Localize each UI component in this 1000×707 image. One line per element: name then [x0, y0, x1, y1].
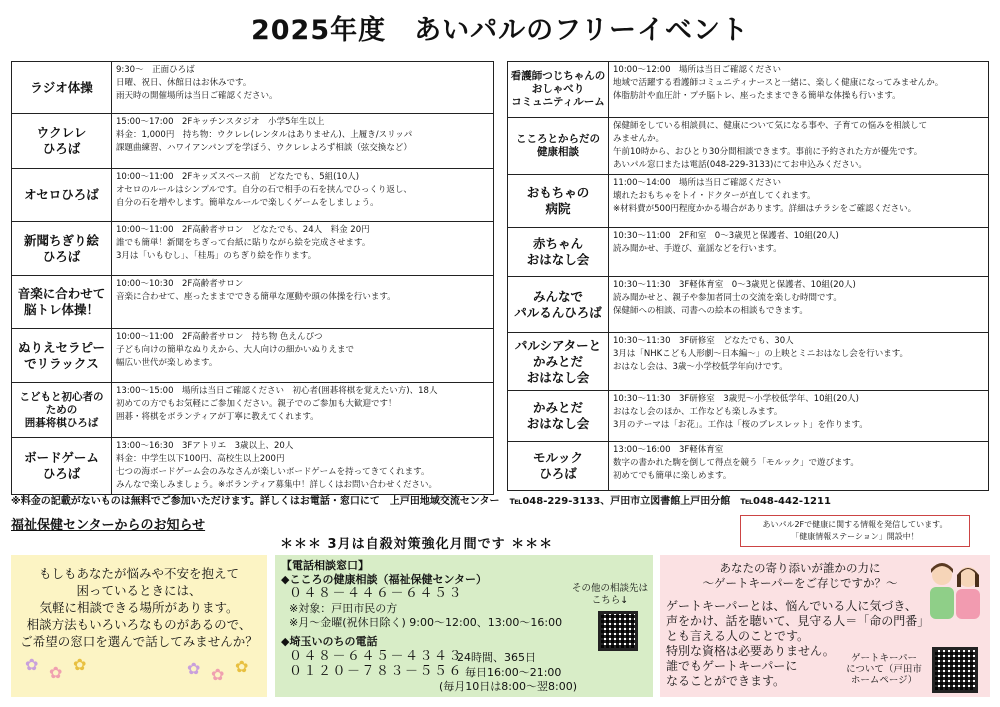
event-name — [508, 62, 609, 118]
event-name-line: 病院 — [545, 201, 571, 216]
event-detail-line: みんなで楽しみましょう。※ボランティア募集中！詳しくはお問い合わせください。 — [116, 480, 437, 490]
event-name — [12, 114, 112, 169]
event-details — [609, 277, 989, 333]
event-row — [508, 442, 989, 491]
event-name-line: ボードゲーム — [24, 450, 99, 465]
event-details — [609, 118, 989, 175]
event-row — [508, 118, 989, 175]
inochi-phone-2-note: (毎月10日は8:00～翌8:00) — [439, 680, 577, 693]
event-name — [508, 277, 609, 333]
flower-icon: ✿ — [187, 659, 201, 678]
event-detail-line: 読み聞かせと、親子や参加者同士の交流を楽しむ時間です。 — [613, 293, 842, 303]
event-details — [112, 62, 494, 114]
info-box-line: 「健康情報ステーション」開設中！ — [791, 532, 919, 541]
event-details — [112, 438, 494, 495]
event-detail-line: 10:30～11:00 2F和室 0～3歳児と保護者、10組(20人) — [613, 231, 839, 241]
event-detail-line: みませんか。 — [613, 134, 665, 144]
event-details — [609, 62, 989, 118]
flower-icon: ✿ — [49, 663, 63, 682]
event-name — [508, 333, 609, 391]
event-details — [112, 114, 494, 169]
description-line: 特別な資格は必要ありません。 — [666, 644, 835, 658]
event-row — [508, 277, 989, 333]
event-detail-line: 地域で活躍する看護師コミュニティナースと一緒に、楽しく健康になってみませんか。 — [613, 78, 944, 88]
event-name — [12, 329, 112, 383]
event-detail-line: 10:00～11:00 2F高齢者サロン どなたでも、24人 料金 20円 — [116, 225, 370, 235]
event-detail-line: ※材料費が500円程度かかる場合があります。詳細はチラシをご確認ください。 — [613, 204, 917, 214]
event-name — [508, 118, 609, 175]
event-detail-line: 13:00～16:00 3F軽体育室 — [613, 445, 724, 455]
event-detail-line: オセロのルールはシンプルです。自分の石で相手の石を挟んでひっくり返し、 — [116, 185, 412, 195]
event-details — [112, 383, 494, 438]
event-details — [112, 169, 494, 222]
event-row — [508, 175, 989, 228]
event-name-line: かみとだ — [532, 400, 583, 415]
phone-heading: 【電話相談窓口】 — [281, 559, 369, 572]
event-detail-line: 保健師をしている相談員に、健康について気になる事や、子育ての悩みを相談して — [613, 121, 928, 131]
right-event-table — [507, 61, 989, 491]
event-name-line: ひろば — [42, 141, 81, 156]
event-details — [112, 276, 494, 329]
event-name-line: ぬりえセラピー — [17, 339, 105, 355]
event-detail-line: 七つの海ボードゲーム会のみなさんが楽しいボードゲームを持ってきてくれます。 — [116, 467, 430, 477]
message-line: 気軽に相談できる場所があります。 — [39, 600, 239, 615]
event-name — [508, 175, 609, 228]
event-name-line: こころとからだの — [516, 133, 600, 145]
event-detail-line: 初めての方でもお気軽にご参加ください。親子でのご参加も大歓迎です！ — [116, 399, 397, 409]
other-consult-label — [567, 583, 653, 607]
event-name-line: パルるんひろば — [514, 304, 602, 320]
event-name — [12, 169, 112, 222]
event-detail-line: 保健師への相談、司書への絵本の相談もできます。 — [613, 306, 808, 316]
event-details — [609, 442, 989, 491]
event-row — [12, 438, 494, 495]
event-detail-line: おはなし会のほか、工作なども楽しみます。 — [613, 407, 783, 417]
event-detail-line: 3月は「NHKこども人形劇～日本編～」の上映とミニおはなし会を行います。 — [613, 349, 909, 359]
phone-consultation-panel — [275, 555, 653, 697]
event-name-line: こどもと初心者の — [19, 390, 104, 403]
people-illustration-icon — [922, 557, 988, 621]
event-detail-line: 雨天時の開催場所は当日ご確認ください。 — [116, 91, 278, 101]
event-name-line: ウクレレ — [36, 125, 87, 140]
event-row — [12, 62, 494, 114]
left-event-table — [11, 61, 494, 495]
event-name-line: ための — [45, 403, 78, 416]
message-line: もしもあなたが悩みや不安を抱えて — [38, 566, 239, 581]
event-name-line: ひろば — [42, 248, 81, 264]
event-details — [112, 329, 494, 383]
event-detail-line: 子ども向けの簡単なぬりえから、大人向けの細かいぬりえまで — [116, 345, 355, 355]
health-info-box — [740, 515, 970, 547]
event-row — [12, 222, 494, 276]
event-name-line: 健康相談 — [537, 146, 579, 158]
qr-code-icon[interactable] — [932, 647, 978, 693]
event-row — [508, 62, 989, 118]
event-name-line: でリラックス — [24, 355, 99, 371]
event-detail-line: 壊れたおもちゃをトイ・ドクターが直してくれます。 — [613, 191, 816, 201]
inochi-phone-1-hours: 24時間、365日 — [457, 651, 536, 664]
contact-footnote: ※料金の記載がないものは無料でご参加いただけます。詳しくはお電話・窓口にて 上戸田地域交流センター ℡048-229-3133、戸田市立図書館上戸田分館 ℡048-442-1211 — [11, 496, 831, 507]
gk-label-line: について（戸田市 — [846, 664, 922, 675]
event-row — [508, 228, 989, 277]
event-name — [12, 383, 112, 438]
event-name-line: モルック — [532, 450, 583, 465]
event-name — [12, 62, 112, 114]
event-detail-line: 13:00～15:00 場所は当日ご確認ください 初心者(囲碁将棋を覚えたい方)、18人 — [116, 386, 438, 396]
event-detail-line: 3月のテーマは「お花」。工作は「桜のブレスレット」を作ります。 — [613, 420, 868, 430]
description-line: とも言える人のことです。 — [666, 629, 810, 643]
question-line: あなたの寄り添いが誰かの力に — [719, 561, 881, 575]
gatekeeper-panel — [660, 555, 990, 697]
event-detail-line: 10:00～12:00 場所は当日ご確認ください — [613, 65, 781, 75]
event-name-line: ラジオ体操 — [30, 79, 93, 95]
inochi-phone-2-hours: 毎日16:00～21:00 — [465, 666, 562, 679]
event-details — [609, 175, 989, 228]
flower-icon: ✿ — [73, 655, 87, 674]
description-line: ゲートキーパーとは、悩んでいる人に気づき、 — [666, 599, 917, 613]
event-name-line: 看護師つじちゃんの — [510, 70, 606, 82]
event-detail-line: 10:30～11:30 3F研修室 どなたでも、30人 — [613, 336, 794, 346]
event-detail-line: 15:00～17:00 2Fキッチンスタジオ 小学5年生以上 — [116, 117, 325, 127]
event-name-line: おしゃべり — [531, 83, 585, 95]
info-box-line: あいパル2Fで健康に関する情報を発信しています。 — [762, 520, 948, 529]
flower-icon: ✿ — [25, 655, 39, 674]
gk-label-line: ホームページ） — [850, 675, 918, 686]
event-name-line: パルシアターと — [514, 337, 602, 353]
notice-heading: 福祉保健センターからのお知らせ — [11, 518, 206, 533]
event-detail-line: 体脂肪計や血圧計・プチ脳トレ、座ったままできる簡単な体操も行います。 — [613, 91, 901, 101]
event-details — [609, 391, 989, 442]
qr-code-icon[interactable] — [598, 611, 638, 651]
event-detail-line: 13:00～16:30 3Fアトリエ 3歳以上、20人 — [116, 441, 294, 451]
mental-health-target: ※対象：戸田市民の方 — [289, 602, 398, 615]
event-detail-line: 数字の書かれた駒を倒して得点を競う「モルック」で遊びます。 — [613, 458, 859, 468]
event-row — [508, 391, 989, 442]
other-label-line: その他の相談先は — [571, 583, 648, 594]
event-detail-line: 幅広い世代が楽しめます。 — [116, 358, 218, 368]
event-detail-line: 誰でも簡単！新聞をちぎって台紙に貼りながら絵を完成させます。 — [116, 238, 371, 248]
inochi-phone-1: ０４８－６４５－４３４３ — [289, 649, 464, 664]
event-details — [609, 333, 989, 391]
event-name — [12, 438, 112, 495]
event-name — [508, 442, 609, 491]
event-details — [112, 222, 494, 276]
event-name-line: 音楽に合わせて — [17, 286, 106, 301]
event-detail-line: 10:00～11:00 2Fキッズスペース前 どなたでも、5組(10人) — [116, 172, 360, 182]
event-name-line: 新聞ちぎり絵 — [23, 232, 99, 248]
event-name-line: おはなし会 — [526, 416, 590, 431]
inochi-phone-title: ◆埼玉いのちの電話 — [281, 635, 378, 648]
question-line: ～ゲートキーパーをご存じですか？～ — [702, 576, 898, 590]
mental-health-hours: ※月～金曜(祝休日除く) 9:00～12:00、13:00～16:00 — [289, 616, 563, 629]
event-row — [12, 383, 494, 438]
event-name-line: 赤ちゃん — [532, 236, 583, 251]
event-name-line: おはなし会 — [526, 252, 590, 267]
message-line: 相談方法もいろいろなものがあるので、 — [26, 617, 252, 632]
event-detail-line: 料金：1,000円 持ち物：ウクレレ(レンタルはありません)、上履き/スリッパ — [116, 130, 413, 140]
consultation-message-panel — [11, 555, 267, 697]
event-detail-line: 3月は「いもむし」、「桂馬」のちぎり絵を作ります。 — [116, 251, 317, 261]
mental-health-title: ◆こころの健康相談（福祉保健センター） — [281, 573, 488, 586]
event-detail-line: 囲碁・将棋をボランティアが丁寧に教えてくれます。 — [116, 412, 319, 422]
event-detail-line: 11:00～14:00 場所は当日ご確認ください — [613, 178, 781, 188]
event-detail-line: おはなし会は、3歳～小学校低学年向けです。 — [613, 362, 788, 372]
event-detail-line: 初めてでも簡単に楽しめます。 — [613, 471, 732, 481]
event-detail-line: 音楽に合わせて、座ったままでできる簡単な運動や頭の体操を行います。 — [116, 292, 396, 302]
event-name-line: おもちゃの — [526, 185, 590, 200]
event-row — [12, 169, 494, 222]
event-detail-line: 午前10時から、おひとり30分間相談できます。事前に予約された方が優先です。 — [613, 147, 923, 157]
event-name-line: かみとだ — [532, 353, 583, 369]
page-title: 2025年度 あいパルのフリーイベント — [250, 15, 750, 46]
message-line: ご希望の窓口を選んで話してみませんか？ — [20, 634, 258, 649]
gatekeeper-question — [700, 561, 900, 591]
event-detail-line: 10:30～11:30 3F軽体育室 0～3歳児と保護者、10組(20人) — [613, 280, 856, 290]
other-label-line: こちら↓ — [591, 595, 629, 606]
message-line: 困っているときには、 — [76, 583, 202, 598]
event-detail-line: 10:00～11:00 2F高齢者サロン 持ち物 色えんぴつ — [116, 332, 323, 342]
event-detail-line: 日曜、祝日、休館日はお休みです。 — [116, 78, 252, 88]
event-name-line: 脳トレ体操！ — [23, 302, 99, 317]
event-detail-line: 料金：中学生以下100円、高校生以上200円 — [116, 454, 285, 464]
event-detail-line: 9:30～ 正面ひろば — [116, 65, 195, 75]
mental-health-phone: ０４８－４４６－６４５３ — [289, 586, 464, 601]
event-name-line: コミュニティルーム — [511, 96, 605, 108]
event-detail-line: 自分の石を増やします。簡単なルールで楽しくゲームをしましょう。 — [116, 198, 379, 208]
event-row — [12, 329, 494, 383]
description-line: なることができます。 — [666, 674, 786, 688]
event-name — [508, 228, 609, 277]
event-detail-line: あいパル窓口または電話(048-229-3133)にてお申込みください。 — [613, 160, 867, 170]
gatekeeper-link-label — [836, 653, 932, 686]
event-detail-line: 課題曲練習、ハワイアンパンプを学ぼう、ウクレレよろず相談（弦交換など） — [116, 143, 412, 153]
event-name-line: みんなで — [532, 288, 583, 304]
event-name — [12, 222, 112, 276]
event-name-line: 囲碁将棋ひろば — [24, 416, 99, 429]
event-name-line: ひろば — [539, 466, 577, 481]
event-row — [12, 114, 494, 169]
event-name-line: ひろば — [42, 466, 81, 481]
march-banner: ＊＊＊ 3月は自殺対策強化月間です ＊＊＊ — [280, 537, 554, 552]
consultation-message — [11, 565, 267, 650]
event-name-line: おはなし会 — [526, 369, 590, 385]
description-line: 声をかけ、話を聴いて、見守る人＝「命の門番」 — [666, 614, 930, 628]
flower-icon: ✿ — [235, 657, 249, 676]
event-detail-line: 読み聞かせ、手遊び、童謡などを行います。 — [613, 244, 782, 254]
event-name-line: オセロひろば — [24, 187, 99, 202]
gk-label-line: ゲートキーパー — [850, 653, 918, 664]
event-name — [508, 391, 609, 442]
event-name — [12, 276, 112, 329]
event-detail-line: 10:30～11:30 3F研修室 3歳児～小学校低学年、10組(20人) — [613, 394, 859, 404]
event-row — [508, 333, 989, 391]
flower-icon: ✿ — [211, 665, 225, 684]
inochi-phone-2: ０１２０－７８３－５５６ — [289, 664, 464, 679]
event-row — [12, 276, 494, 329]
event-detail-line: 10:00～10:30 2F高齢者サロン — [116, 279, 244, 289]
description-line: 誰でもゲートキーパーに — [666, 659, 798, 673]
event-details — [609, 228, 989, 277]
